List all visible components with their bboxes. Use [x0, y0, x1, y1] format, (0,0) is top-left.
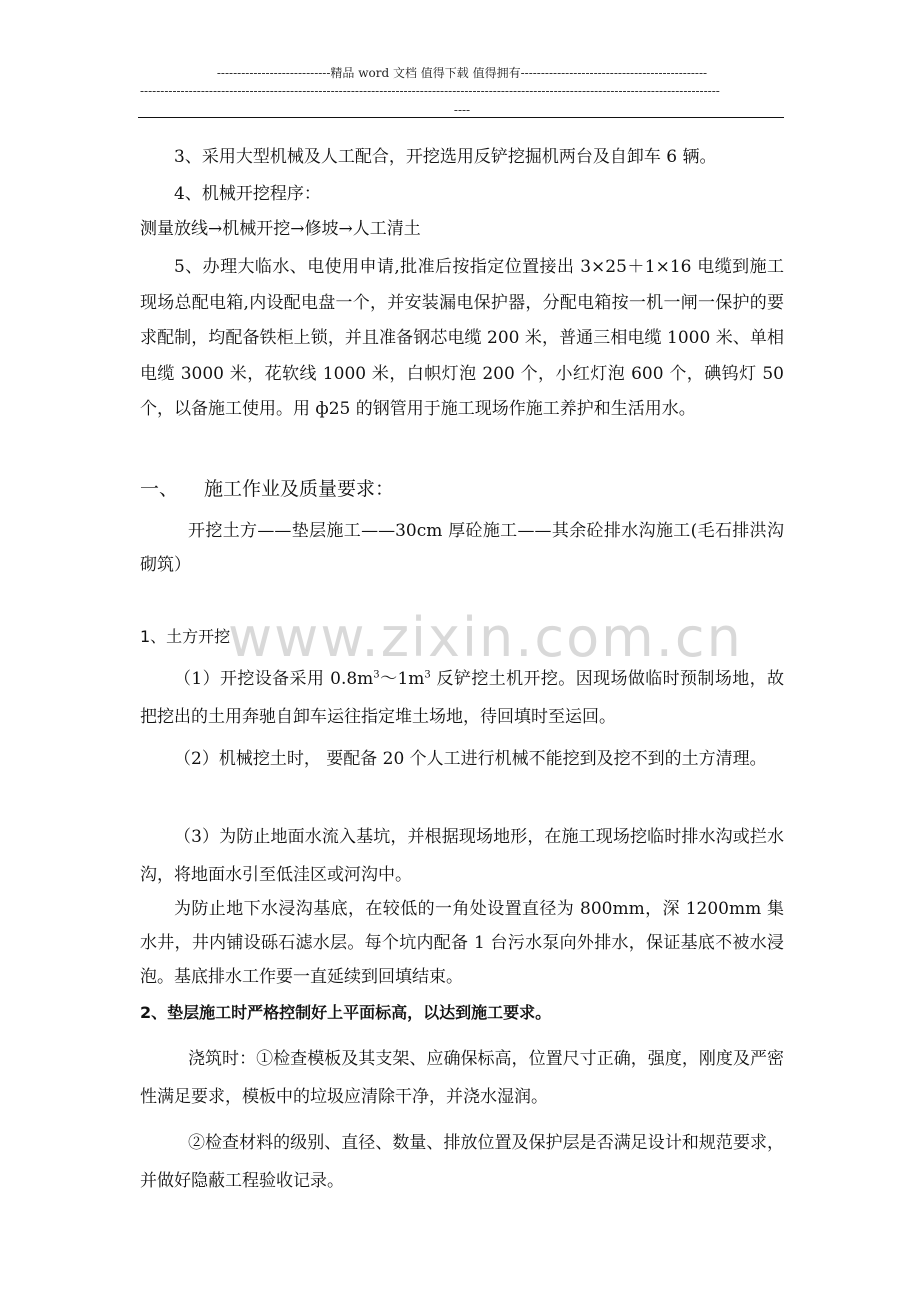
item-1-superscript-2: 3	[424, 669, 431, 681]
watermark: www.zixin.com.cn	[228, 606, 743, 669]
subsection-2-item-2: ②检查材料的级别、直径、数量、排放位置及保护层是否满足设计和规范要求，并做好隐蔽工程验收记录。	[140, 1133, 784, 1191]
item-1-text-b: ～1m	[379, 669, 425, 689]
item-1-text-a: （1）开挖设备采用 0.8m	[174, 669, 374, 689]
subsection-1-item-3: （3）为防止地面水流入基坑，并根据现场地形，在施工现场挖临时排水沟或拦水沟，将地面水引至低洼区或河沟中。	[140, 827, 784, 885]
subsection-2-item-1: 浇筑时：①检查模板及其支架、应确保标高，位置尺寸正确，强度，刚度及严密性满足要求，模板中的垃圾应清除干净，并浇水湿润。	[140, 1049, 784, 1107]
item-1-superscript-1: 3	[373, 669, 380, 681]
section-1-number: 一、	[140, 478, 179, 500]
subsection-1-item-4: 为防止地下水浸沟基底，在较低的一角处设置直径为 800mm，深 1200mm 集水井，井内铺设砾石滤水层。每个坑内配备 1 台污水泵向外排水，保证基底不被水浸泡。基底排水工作要一直延续到回填结束。	[140, 899, 784, 987]
subsection-1-item-1	[140, 660, 784, 736]
paragraph-4-flow: 测量放线→机械开挖→修坡→人工清土	[140, 219, 421, 239]
item-1-text-c: 反铲挖土机开挖。因现场做临时预制场地，故把挖出的土用奔驰自卸车运往指定堆土场地，待回填时至运回。	[140, 669, 784, 727]
subsection-1-item-2: （2）机械挖土时， 要配备 20 个人工进行机械不能挖到及挖不到的土方清理。	[174, 749, 767, 769]
section-1-flow: 开挖土方——垫层施工——30cm 厚砼施工——其余砼排水沟施工(毛石排洪沟砌筑）	[140, 521, 784, 575]
paragraph-4: 4、机械开挖程序：	[174, 184, 321, 204]
subsection-2-title: 2、垫层施工时严格控制好上平面标高，以达到施工要求。	[140, 1003, 552, 1022]
subsection-1-title: 1、土方开挖	[140, 627, 231, 646]
header-line-2: -----------------------------------------------------------------------------------------------------------------------------------------------	[140, 84, 720, 98]
header-line-3: ----	[453, 103, 471, 117]
header-line-1: ----------------------------精品 word 文档 值得下载 值得拥有----------------------------------------------	[216, 66, 708, 80]
paragraph-5: 5、办理大临水、电使用申请,批准后按指定位置接出 3×25＋1×16 电缆到施工现场总配电箱,内设配电盘一个，并安装漏电保护器，分配电箱按一机一闸一保护的要求配制，均配备铁柜上锁，并且准备钢芯电缆 200 米，普通三相电缆 1000 米、单相电缆 3000 米，花软线 1000 米，白帜灯泡 200 个，小红灯泡 600 个，碘钨灯 50 个，以备施工使用。用 ф25 的钢管用于施工现场作施工养护和生活用水。	[140, 257, 784, 420]
section-1-title: 施工作业及质量要求：	[204, 478, 395, 500]
section-1-heading	[140, 474, 784, 504]
paragraph-3: 3、采用大型机械及人工配合，开挖选用反铲挖掘机两台及自卸车 6 辆。	[174, 147, 717, 167]
header-rule	[138, 117, 784, 118]
